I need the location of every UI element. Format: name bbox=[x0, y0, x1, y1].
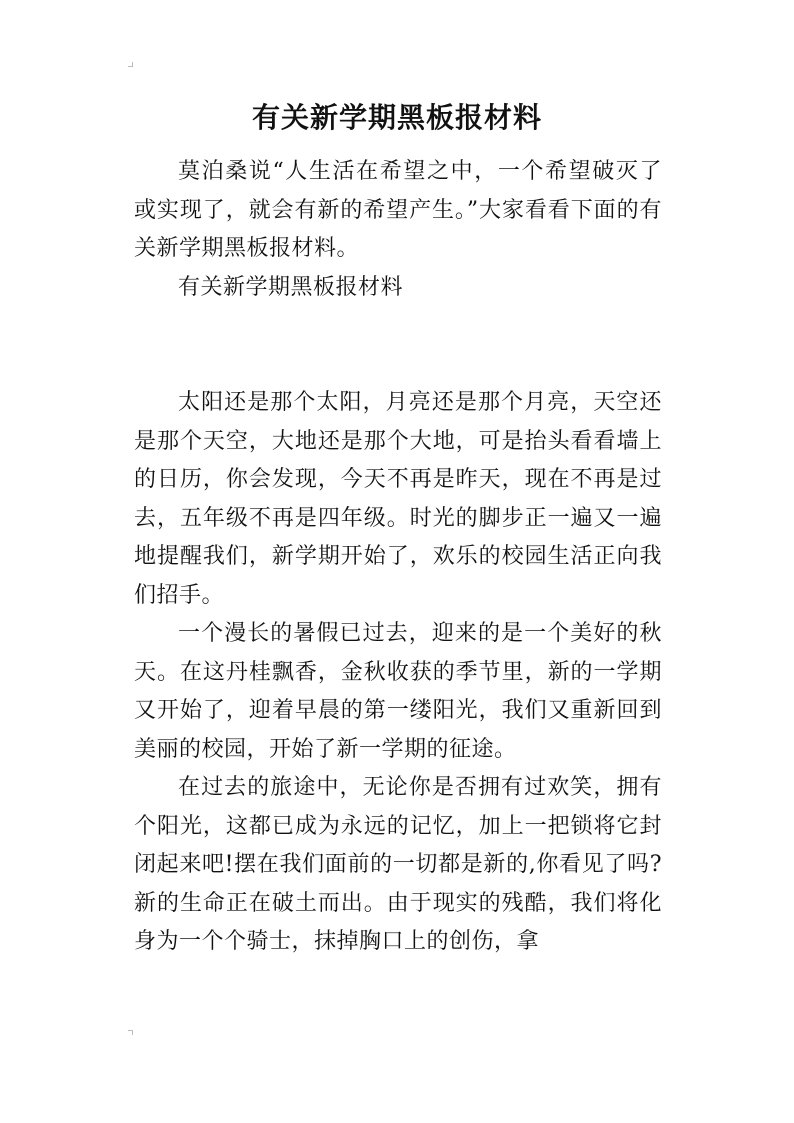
subheading-paragraph: 有关新学期黑板报材料 bbox=[178, 274, 404, 300]
body-paragraph-3: 在过去的旅途中，无论你是否拥有过欢笑，拥有个阳光，这都已成为永远的记忆，加上一把锁将它封闭起来吧!摆在我们面前的一切都是新的,你看见了吗?新的生命正在破土而出。由于现实的残酷，我们将化身为一个个骑士，抹掉胸口上的创伤，拿 bbox=[134, 775, 662, 954]
intro-paragraph: 莫泊桑说“人生活在希望之中，一个希望破灭了或实现了，就会有新的希望产生。”大家看看下面的有关新学期黑板报材料。 bbox=[134, 159, 662, 261]
crop-mark-bottom-left bbox=[128, 1030, 133, 1035]
document-body bbox=[134, 153, 662, 962]
crop-mark-top-left bbox=[128, 62, 133, 67]
body-paragraph-2: 一个漫长的暑假已过去，迎来的是一个美好的秋天。在这丹桂飘香，金秋收获的季节里，新的一学期又开始了，迎着早晨的第一缕阳光，我们又重新回到美丽的校园，开始了新一学期的征途。 bbox=[134, 621, 662, 762]
blank-space bbox=[134, 307, 662, 384]
document-title: 有关新学期黑板报材料 bbox=[251, 101, 542, 134]
body-paragraph-1: 太阳还是那个太阳，月亮还是那个月亮，天空还是那个天空，大地还是那个大地，可是抬头看看墙上的日历，你会发现，今天不再是昨天，现在不再是过去，五年级不再是四年级。时光的脚步正一遍又一遍地提醒我们，新学期开始了，欢乐的校园生活正向我们招手。 bbox=[134, 390, 662, 608]
